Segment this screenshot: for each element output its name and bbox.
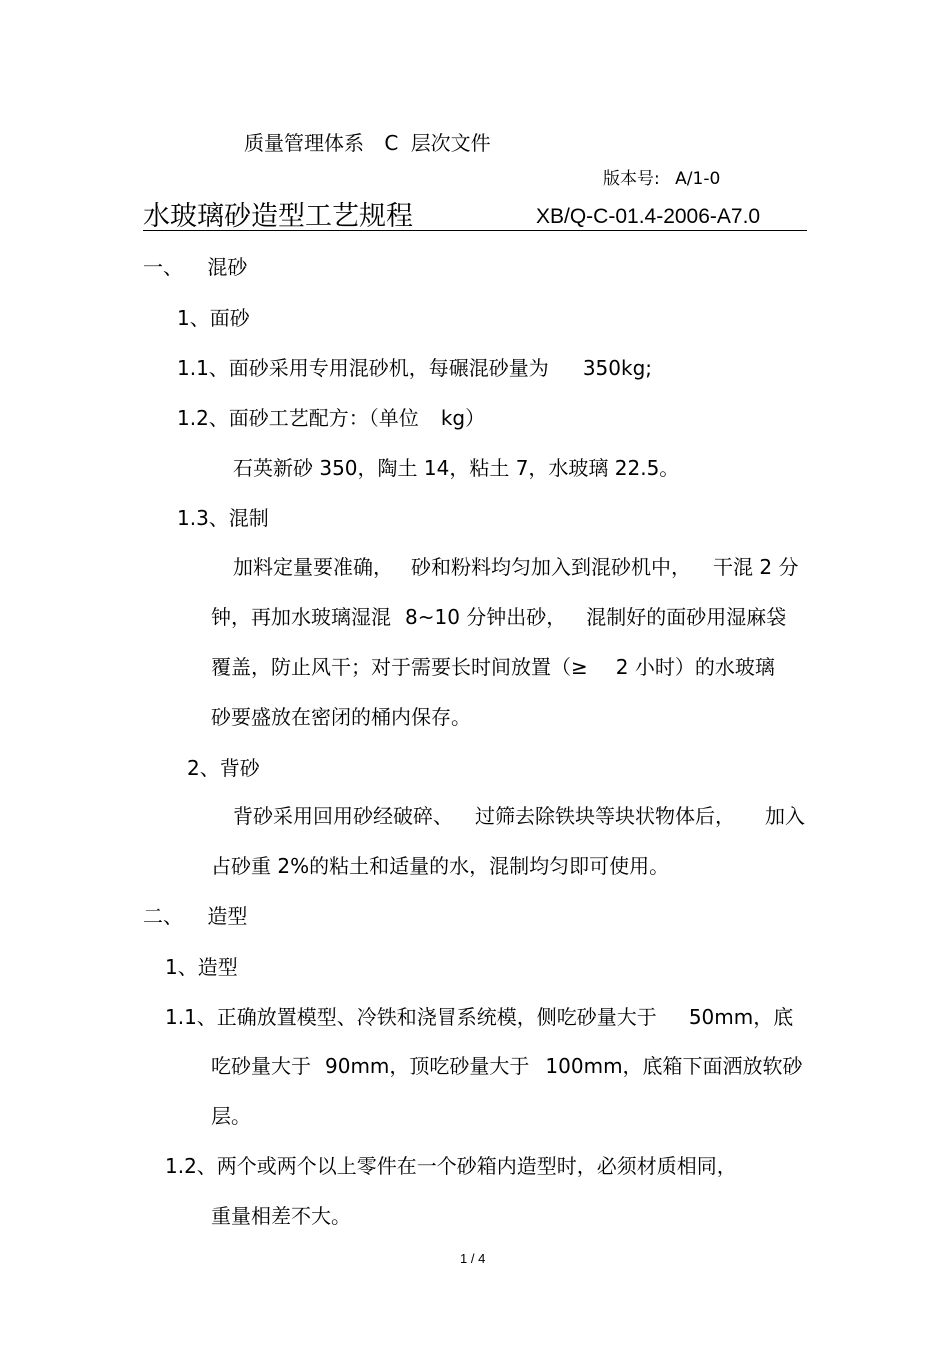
back-sand-text-1c: 加入 — [765, 804, 805, 828]
subsection-1-2: 2、背砂 — [187, 756, 260, 780]
system-prefix: 质量管理体系 — [244, 131, 364, 155]
mixing-text-1a: 加料定量要准确， — [233, 555, 393, 579]
mixing-text-1c: 干混 2 分 — [713, 555, 799, 579]
back-sand-text-1b: 过筛去除铁块等块状物体后， — [475, 804, 735, 828]
back-sand-text-1a: 背砂采用回用砂经破碎、 — [233, 804, 453, 828]
section-2-number: 二、 — [143, 904, 183, 928]
item-1-1-1 — [177, 358, 652, 378]
item-2-1-1-line-1 — [165, 1007, 793, 1027]
quality-system-header — [244, 133, 491, 153]
mixing-text-3a: 覆盖，防止风干；对于需要长时间放置（≥ — [211, 655, 588, 679]
mix-quantity: 350kg; — [582, 356, 653, 380]
formula-line: 石英新砂 350，陶土 14，粘土 7，水玻璃 22.5。 — [233, 456, 680, 480]
mixing-paragraph-line-4: 砂要盛放在密闭的桶内保存。 — [211, 705, 471, 729]
item-2-1-1-line-2 — [211, 1056, 803, 1076]
item-1-1-2-text: 1.2、面砂工艺配方：（单位 — [177, 406, 419, 430]
item-2-1-1-text-l2b: 90mm，顶吃砂量大于 — [325, 1054, 530, 1078]
title-underline — [143, 230, 807, 231]
system-level: C — [384, 131, 399, 155]
item-2-1-1-text-l2a: 吃砂量大于 — [211, 1054, 311, 1078]
version-value: A/1-0 — [675, 169, 721, 189]
section-1-heading — [143, 257, 247, 277]
section-1-title: 混砂 — [207, 255, 248, 279]
item-2-1-1-text-l2c: 100mm，底箱下面洒放软砂 — [545, 1054, 803, 1078]
mixing-paragraph-line-1 — [233, 557, 798, 577]
mixing-text-2a: 钟，再加水玻璃湿混 — [211, 605, 391, 629]
mixing-text-3b: 2 小时）的水玻璃 — [615, 655, 775, 679]
system-suffix: 层次文件 — [410, 131, 491, 155]
subsection-2-1: 1、造型 — [165, 955, 238, 979]
item-2-1-1-line-3: 层。 — [211, 1104, 251, 1128]
unit-label: kg） — [440, 406, 486, 430]
mixing-paragraph-line-3 — [211, 657, 775, 677]
mixing-text-1b: 砂和粉料均匀加入到混砂机中， — [411, 555, 691, 579]
item-2-1-2-line-2: 重量相差不大。 — [211, 1204, 351, 1228]
mixing-paragraph-line-2 — [211, 607, 786, 627]
item-2-1-2-line-1: 1.2、两个或两个以上零件在一个砂箱内造型时，必须材质相同， — [165, 1154, 737, 1178]
mixing-text-2c: 混制好的面砂用湿麻袋 — [586, 605, 787, 629]
back-sand-line-1 — [233, 806, 805, 826]
item-1-1-1-text: 1.1、面砂采用专用混砂机，每碾混砂量为 — [177, 356, 549, 380]
page-number: 1 / 4 — [460, 1251, 486, 1266]
doc-title: 水玻璃砂造型工艺规程 — [143, 201, 413, 232]
section-2-heading — [143, 906, 247, 926]
doc-number: XB/Q-C-01.4-2006-A7.0 — [536, 205, 761, 228]
version-label: 版本号: — [603, 169, 660, 189]
item-1-1-3: 1.3、混制 — [177, 506, 269, 530]
item-2-1-1-text-a: 1.1、正确放置模型、冷铁和浇冒系统模，侧吃砂量大于 — [165, 1005, 657, 1029]
section-2-title: 造型 — [207, 904, 248, 928]
mixing-text-2b: 8~10 分钟出砂， — [405, 605, 567, 629]
subsection-1-1: 1、面砂 — [177, 306, 250, 330]
back-sand-line-2: 占砂重 2%的粘土和适量的水，混制均匀即可使用。 — [211, 854, 670, 878]
item-2-1-1-text-b: 50mm，底 — [688, 1005, 794, 1029]
item-1-1-2 — [177, 408, 485, 428]
section-1-number: 一、 — [143, 255, 183, 279]
version-line — [603, 171, 720, 188]
